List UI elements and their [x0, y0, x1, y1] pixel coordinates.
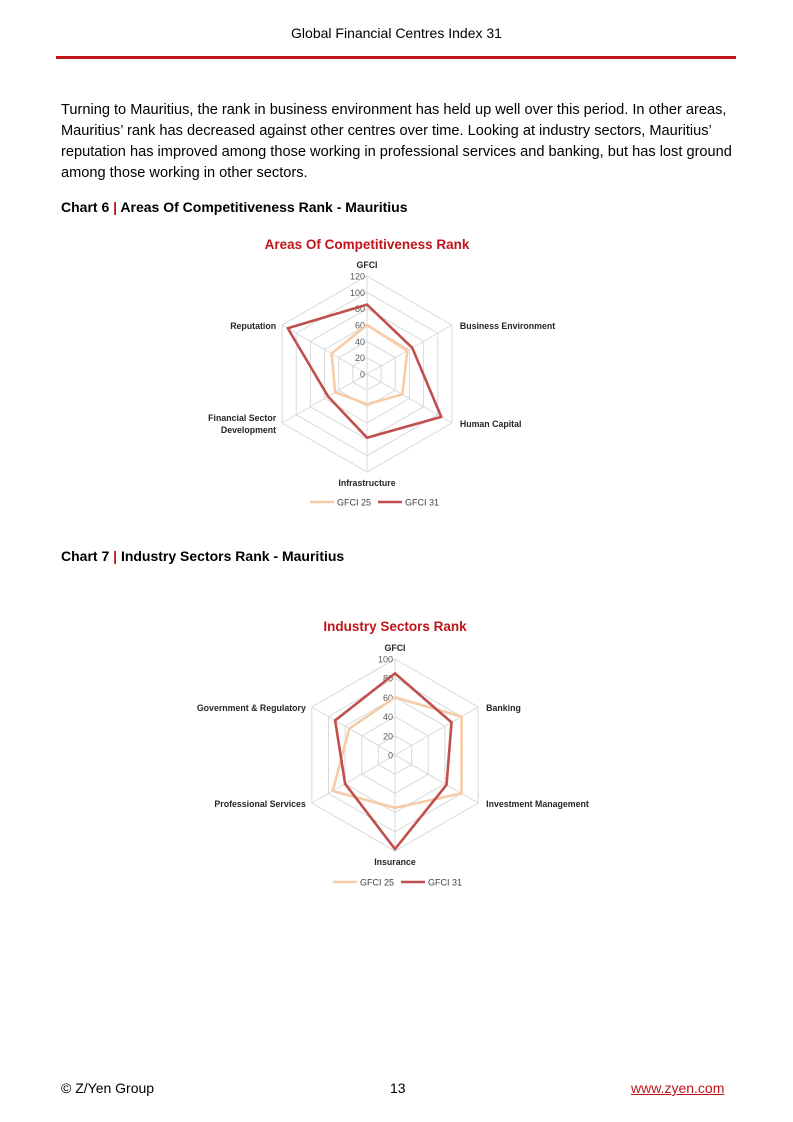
legend-label: GFCI 25: [360, 877, 395, 888]
chart-6-caption: [61, 199, 408, 215]
industry-sectors-radar-chart: [0, 612, 793, 897]
axis-label: Financial Sector Development: [208, 413, 277, 435]
tick-label: 120: [349, 271, 365, 282]
axis-label: Banking: [486, 703, 521, 713]
chart-6-label: Chart 6: [61, 199, 110, 215]
legend-label: GFCI 31: [405, 497, 440, 508]
footer-page-number: 13: [390, 1080, 406, 1096]
footer-copyright: © Z/Yen Group: [61, 1080, 155, 1096]
axis-label: GFCI: [384, 643, 406, 653]
tick-label: 100: [377, 654, 393, 665]
axis-label: Insurance: [374, 857, 416, 867]
tick-label: 40: [382, 712, 393, 723]
axis-label: Business Environment: [459, 321, 556, 331]
chart-title: Industry Sectors Rank: [323, 619, 467, 634]
page-header-title: Global Financial Centres Index 31: [291, 25, 502, 41]
tick-label: 80: [382, 673, 393, 684]
axis-label: Investment Management: [486, 799, 589, 809]
tick-label: 100: [349, 287, 365, 298]
axis-label: Professional Services: [214, 799, 306, 809]
axis-label: Government & Regulatory: [196, 703, 306, 713]
chart-7-label: Chart 7: [61, 548, 110, 564]
legend-label: GFCI 31: [428, 877, 463, 888]
footer-website-link[interactable]: www.zyen.com: [631, 1080, 725, 1096]
tick-label: 40: [354, 336, 365, 347]
chart-7-caption: [61, 548, 344, 564]
tick-label: 60: [354, 320, 365, 331]
tick-label: 0: [387, 750, 393, 761]
tick-label: 60: [382, 692, 393, 703]
axis-label: GFCI: [356, 260, 378, 270]
legend-label: GFCI 25: [337, 497, 372, 508]
axis-label: Reputation: [230, 321, 277, 331]
tick-label: 80: [354, 304, 365, 315]
tick-label: 20: [354, 353, 365, 364]
axis-label: Infrastructure: [338, 478, 396, 488]
chart-title: Areas Of Competitiveness Rank: [264, 237, 470, 252]
competitiveness-radar-chart: [0, 228, 793, 518]
chart-6-title: Areas Of Competitiveness Rank - Mauritius: [120, 199, 408, 215]
header-rule: [56, 56, 736, 59]
body-paragraph: Turning to Mauritius, the rank in business environment has held up well over this period. In other areas, Mauritius’ rank has decreased against other centres over time. Looking at industry sectors, Mauritius’ reputation has improved among those working in professional services and banking, but has lost ground among those working in other sectors.: [61, 102, 732, 181]
grid-spoke: [395, 707, 478, 755]
tick-label: 0: [359, 369, 365, 380]
caption-separator: |: [113, 199, 118, 215]
tick-label: 20: [382, 731, 393, 742]
axis-label: Human Capital: [459, 419, 522, 429]
chart-7-title: Industry Sectors Rank - Mauritius: [120, 548, 345, 564]
caption-separator: |: [113, 548, 118, 564]
